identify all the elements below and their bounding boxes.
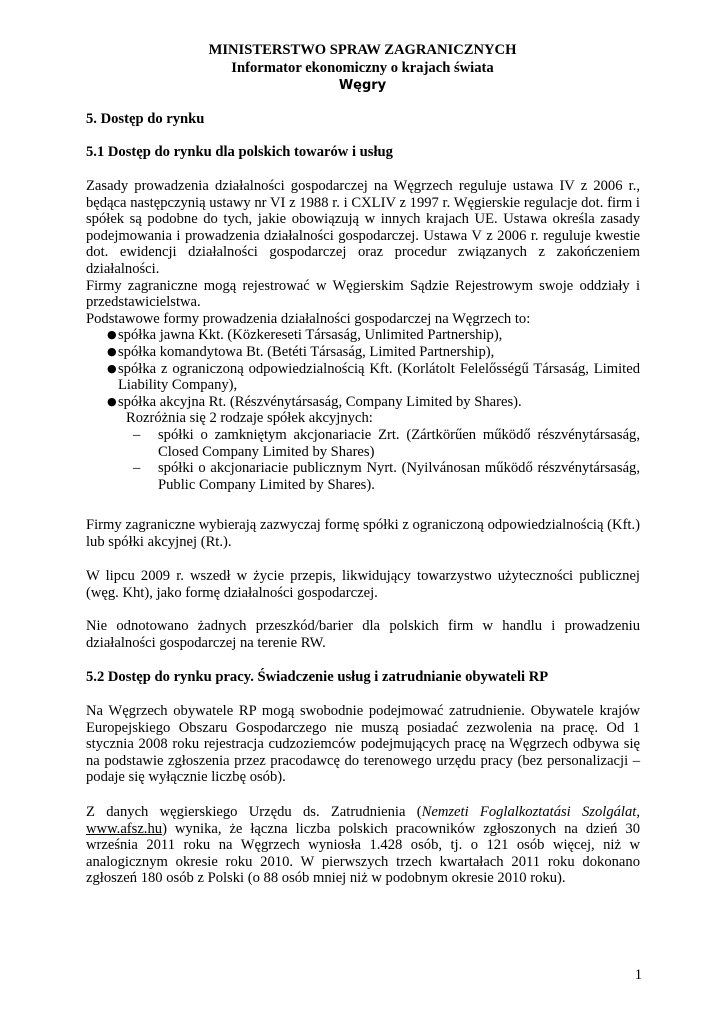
foreign-branches-paragraph: Firmy zagraniczne mogą rejestrować w Węgierskim Sądzie Rejestrowym swoje oddziały i przedstawicielstwa.: [86, 277, 640, 311]
kht-abolition-paragraph: W lipcu 2009 r. wszedł w życie przepis, likwidujący towarzystwo użyteczności publicznej (węg. Kht), jako formę działalności gospodarczej.: [86, 568, 640, 601]
section-5-1-heading: 5.1 Dostęp do rynku dla polskich towarów i usług: [86, 144, 393, 160]
section-5-1-body: [86, 178, 640, 493]
section-5-heading: 5. Dostęp do rynku: [86, 111, 205, 127]
country-name: Węgry: [338, 78, 387, 93]
list-item: – spółki o akcjonariacie publicznym Nyrt. (Nyilvánosan működő részvénytársaság, Public Company Limited by Shares).: [133, 460, 640, 493]
list-item: ● spółka komandytowa Bt. (Betéti Társaság, Limited Partnership),: [107, 343, 495, 360]
list-item: ● spółka z ograniczoną odpowiedzialnością Kft. (Korlátolt Felelősségű Társaság, Limited Liability Company),: [107, 360, 640, 394]
employment-office-name: Nemzeti Foglalkoztatási Szolgálat: [421, 804, 637, 820]
share-company-types-list: [126, 427, 640, 493]
legal-basis-paragraph: Zasady prowadzenia działalności gospodarczej na Węgrzech reguluje ustawa IV z 2006 r., będąca następczynią ustawy nr VI z 1988 r. i CXLIV z 1997 r. Węgierskie regulacje dot. firm i spółek są podobne do tych, jakie obowiązują w innych krajach UE. Ustawa określa zasady podejmowania i prowadzenia działalności gospodarczej. Ustawa V z 2006 r. reguluje kwestie dot. ewidencji działalności gospodarczej oraz procedur związanych z zakończeniem działalności.: [86, 178, 640, 277]
dash-icon: –: [133, 460, 141, 477]
bullet-icon: ●: [107, 394, 117, 408]
company-choice-paragraph: Firmy zagraniczne wybierają zazwyczaj formę spółki z ograniczoną odpowiedzialnością (Kft.) lub spółki akcyjnej (Rt.).: [86, 517, 640, 550]
share-company-types: [86, 410, 640, 493]
document-subtitle: Informator ekonomiczny o krajach świata: [231, 60, 494, 76]
labour-access-paragraph: Na Węgrzech obywatele RP mogą swobodnie podejmować zatrudnienie. Obywatele krajów Europejskiego Obszaru Gospodarczego nie muszą posiadać zezwolenia na pracę. Od 1 stycznia 2008 roku rejestracja cudzoziemców podejmujących pracę na Węgrzech odbywa się na podstawie zgłoszenia przez pracodawcę do terenowego urzędu pracy (bez personalizacji – podaje się wyłącznie liczbę osób).: [86, 703, 640, 786]
bullet-icon: ●: [107, 328, 117, 342]
business-forms-intro: Podstawowe formy prowadzenia działalności gospodarczej na Węgrzech to:: [86, 310, 531, 327]
ministry-header: MINISTERSTWO SPRAW ZAGRANICZNYCH: [208, 42, 517, 58]
bullet-icon: ●: [107, 344, 117, 358]
list-item: ● spółka akcyjna Rt. (Részvénytársaság, Company Limited by Shares).: [107, 393, 522, 410]
bullet-icon: ●: [107, 361, 117, 375]
business-forms-list: [86, 327, 640, 410]
dash-icon: –: [133, 426, 141, 443]
no-barriers-paragraph: Nie odnotowano żadnych przeszkód/barier dla polskich firm w handlu i prowadzeniu działalności gospodarczej na terenie RW.: [86, 618, 640, 651]
list-item: – spółki o zamkniętym akcjonariacie Zrt. (Zártkörűen működő részvénytársaság, Closed Company Limited by Shares): [133, 426, 640, 460]
list-item: ● spółka jawna Kkt. (Közkereseti Társaság, Unlimited Partnership),: [107, 327, 503, 344]
page-number: 1: [634, 967, 642, 983]
employment-data-paragraph: Z danych węgierskiego Urzędu ds. Zatrudnienia (Nemzeti Foglalkoztatási Szolgálat, www.afsz.hu) wynika, że łączna liczba polskich pracowników zgłoszonych na dzień 30 września 2011 roku na Węgrzech wyniosła 1.428 osób, tj. o 121 osób więcej, niż w analogicznym okresie roku 2010. W pierwszych trzech kwartałach 2011 roku dokonano zgłoszeń 180 osób z Polski (o 88 osób mniej niż w podobnym okresie 2010 roku).: [86, 804, 640, 887]
share-company-types-intro: Rozróżnia się 2 rodzaje spółek akcyjnych:: [126, 410, 373, 427]
section-5-2-heading: 5.2 Dostęp do rynku pracy. Świadczenie usług i zatrudnianie obywateli RP: [86, 669, 549, 685]
afsz-link[interactable]: www.afsz.hu: [86, 820, 163, 837]
